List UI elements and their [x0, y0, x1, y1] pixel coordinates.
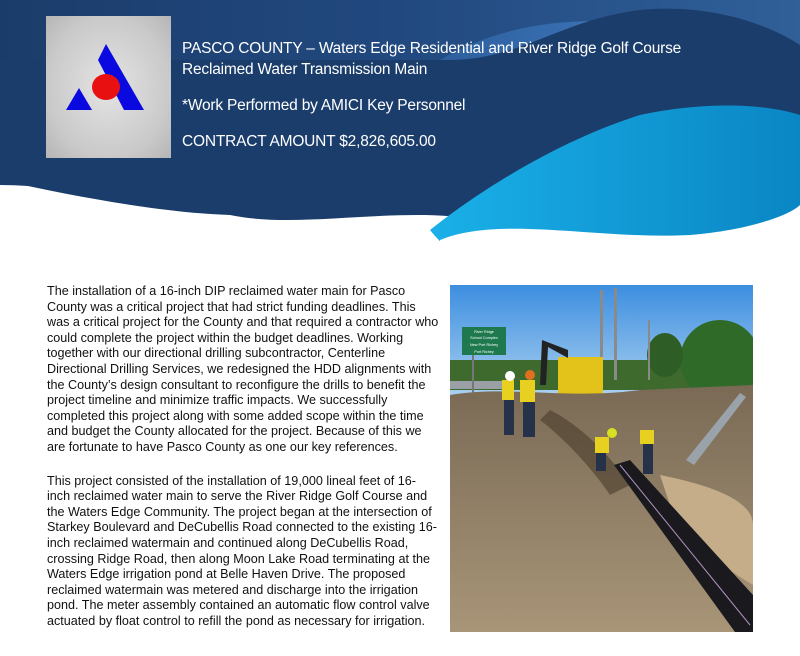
- project-title: PASCO COUNTY – Waters Edge Residential and River Ridge Golf Course Reclaimed Water Transmission Main: [182, 40, 682, 78]
- contract-amount: CONTRACT AMOUNT $2,826,605.00: [182, 133, 436, 150]
- amici-triangle-logo-icon: [46, 16, 171, 158]
- sign-line-4: Port Richey: [474, 350, 494, 354]
- construction-photo: [450, 285, 753, 632]
- sign-line-2: School Complex: [470, 336, 498, 340]
- key-personnel-note: *Work Performed by AMICI Key Personnel: [182, 97, 466, 114]
- company-logo: [46, 16, 171, 158]
- description-paragraph-2: This project consisted of the installation of 19,000 lineal feet of 16-inch reclaimed water main to serve the River Ridge Golf Course and the Waters Edge Community. The project began at the intersection of Starkey Boulevard and DeCubellis Road connected to the existing 16-inch reclaimed watermain and continued along DeCubellis Road, crossing Ridge Road, then along Moon Lake Road terminating at the Waters Edge irrigation pond at Belle Haven Drive. The proposed reclaimed watermain was metered and discharge into the irrigation pond. The meter assembly contained an automatic flow control valve actuated by float control to refill the pond as necessary for irrigation.: [47, 473, 437, 628]
- sign-line-3: New Port Richey: [469, 343, 499, 347]
- project-description: [47, 284, 439, 647]
- sign-line-1: River Ridge: [474, 330, 494, 334]
- description-paragraph-1: The installation of a 16-inch DIP reclaimed water main for Pasco County was a critical project that had strict funding deadlines. This was a critical project for the County and that required a contractor who could complete the project within the budget deadlines. Working together with our directional drilling subcontractor, Centerline Directional Drilling Services, we redesigned the HDD alignments with the County’s design consultant to reconfigure the drills to benefit the project timeline and minimize traffic impacts. We successfully completed this project along with some added scope within the time and budget the County allocated for the project. Because of this we are fortunate to have Pasco County as one our key references.: [47, 284, 439, 454]
